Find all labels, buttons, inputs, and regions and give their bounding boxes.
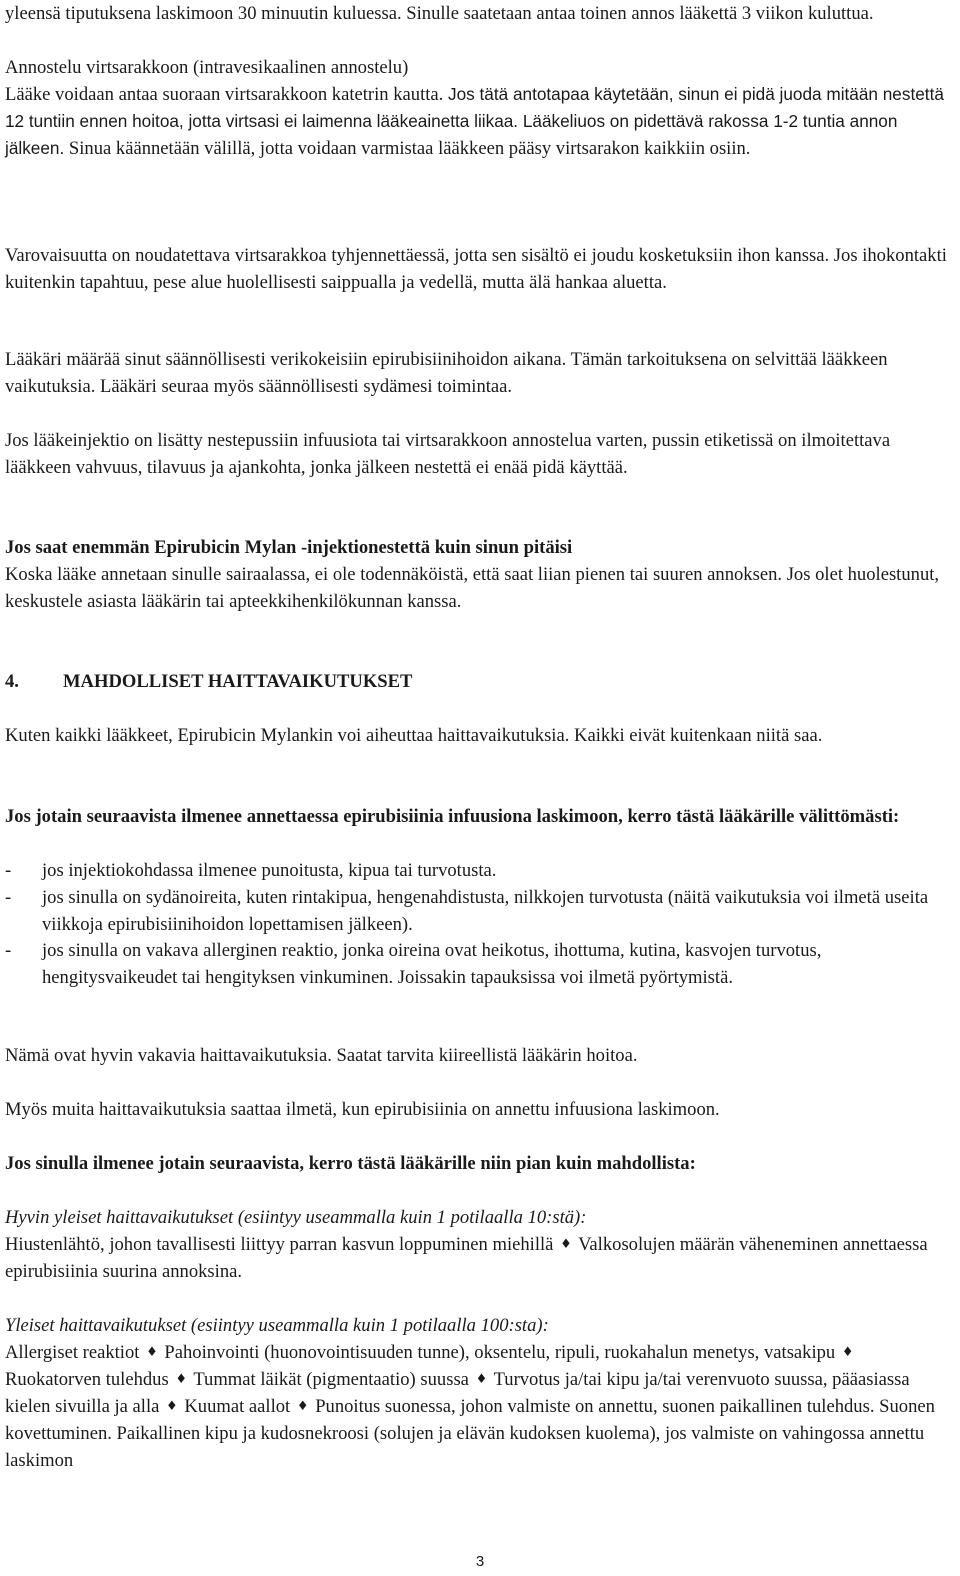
overdose-heading: Jos saat enemmän Epirubicin Mylan -injektionestettä kuin sinun pitäisi [5,537,573,558]
list-dash: - [5,940,12,961]
effect-item: Punoitus suonessa, johon valmiste on annettu, suonen paikallinen tulehdus. Suonen kovettuminen. Paikallinen kipu ja kudosnekroosi (solujen ja elävän kudoksen kuolema), jos valmiste on vahingossa annettu laskimon [5,1396,935,1471]
effect-item: Kuumat aallot [184,1396,291,1417]
diamond-bullet-icon: ♦ [175,1372,188,1387]
asap-heading: Jos sinulla ilmenee jotain seuraavista, kerro tästä lääkärille niin pian kuin mahdollista: [5,1153,696,1174]
diamond-bullet-icon: ♦ [560,1237,572,1252]
diamond-bullet-icon: ♦ [841,1345,854,1360]
diamond-bullet-icon: ♦ [146,1345,158,1360]
overdose-text: Koska lääke annetaan sinulle sairaalassa, ei ole todennäköistä, että saat liian pienen tai suuren annoksen. Jos olet huolestunut, keskustele asiasta lääkärin tai apteekkihenkilökunnan kanssa. [5,564,940,612]
effect-item: Allergiset reaktiot [5,1342,140,1363]
section-4-heading [5,668,953,695]
section-intro: Kuten kaikki lääkkeet, Epirubicin Mylankin voi aiheuttaa haittavaikutuksia. Kaikki eivät kuitenkaan niitä saa. [5,725,823,746]
intravesical-text: Lääke voidaan antaa suoraan virtsarakkoon katetrin kautta. Jos tätä antotapaa käytetään, sinun ei pidä juoda mitään nestettä 12 tuntiin ennen hoitoa, jotta virtsasi ei laimenna lääkeainetta liikaa. Lääkeliuos on pidettävä rakossa 1-2 tuntia annon jälkeen. Sinua käännetään välillä, jotta voidaan varmistaa lääkkeen pääsy virtsarakon kaikkiin osiin. [5,84,944,159]
common-section [5,1312,953,1474]
effect-item: Ruokatorven tulehdus [5,1369,169,1390]
very-common-section [5,1204,953,1285]
common-heading: Yleiset haittavaikutukset (esiintyy useammalla kuin 1 potilaalla 100:sta): [5,1315,549,1336]
very-common-heading: Hyvin yleiset haittavaikutukset (esiintyy useammalla kuin 1 potilaalla 10:stä): [5,1207,587,1228]
effect-item: Tummat läikät (pigmentaatio) suussa [193,1369,469,1390]
very-common-list [5,1231,953,1285]
paragraph-administration-iv: yleensä tiputuksena laskimoon 30 minuutin kuluessa. Sinulle saatetaan antaa toinen annos lääkettä 3 viikon kuluttua. [5,3,874,24]
intravesical-instructions: Jos tätä antotapaa käytetään, sinun ei pidä juoda mitään nestettä 12 tuntiin ennen hoitoa, jotta virtsasi ei laimenna lääkeainetta liikaa. Lääkeliuos on pidettävä rakossa 1-2 tuntia annon jälkeen. [5,84,944,158]
intravesical-rotation: Sinua käännetään välillä, jotta voidaan varmistaa lääkkeen pääsy virtsarakon kaikkiin osiin. [68,138,751,159]
paragraph-blood-tests: Lääkäri määrää sinut säännöllisesti verikokeisiin epirubisiinihoidon aikana. Tämän tarkoituksena on selvittää lääkkeen vaikutuksia. Lääkäri seuraa myös säännöllisesti sydämesi toimintaa. [5,349,888,397]
effect-item: Valkosolujen määrän väheneminen annettaessa epirubisiinia suurina annoksina. [5,1234,928,1282]
intravesical-subheading: Annostelu virtsarakkoon (intravesikaalinen annostelu) [5,57,409,78]
list-dash: - [5,860,12,881]
effect-item: Hiustenlähtö, johon tavallisesti liittyy parran kasvun loppuminen miehillä [5,1234,554,1255]
list-item: - jos sinulla on sydänoireita, kuten rintakipua, hengenahdistusta, nilkkojen turvotusta (näitä vaikutuksia voi ilmetä useita viikkoja epirubisiinihoidon lopettamisen jälkeen). [5,884,953,938]
paragraph-intravesical [5,54,953,162]
effect-item: Turvotus ja/tai kipu ja/tai verenvuoto suussa, pääasiassa kielen sivuilla ja alla [5,1369,910,1417]
overdose-section [5,534,953,615]
diamond-bullet-icon: ♦ [166,1399,178,1414]
other-effects-text: Myös muita haittavaikutuksia saattaa ilmetä, kun epirubisiinia on annettu infuusiona laskimoon. [5,1099,720,1120]
paragraph-bladder-caution: Varovaisuutta on noudatettava virtsarakkoa tyhjennettäessä, jotta sen sisältö ei joudu kosketuksiin ihon kanssa. Jos ihokontakti kuitenkin tapahtuu, pese alue huolellisesti saippualla ja vedellä, mutta älä hankaa aluetta. [5,245,947,293]
diamond-bullet-icon: ♦ [475,1372,488,1387]
page-number: 3 [475,1553,485,1570]
paragraph-infusion-label: Jos lääkeinjektio on lisätty nestepussiin infuusiota tai virtsarakkoon annostelua varten, pussin etiketissä on ilmoitettava lääkkeen vahvuus, tilavuus ja ajankohta, jonka jälkeen nestettä ei enää pidä käyttää. [5,430,891,478]
list-dash: - [5,887,12,908]
diamond-bullet-icon: ♦ [296,1399,309,1414]
effect-item: Pahoinvointi (huonovointisuuden tunne), oksentelu, ripuli, ruokahalun menetys, vatsakipu [164,1342,836,1363]
list-item: - jos injektiokohdassa ilmenee punoitusta, kipua tai turvotusta. [5,857,953,884]
list-item: - jos sinulla on vakava allerginen reaktio, jonka oireina ovat heikotus, ihottuma, kutina, kasvojen turvotus, hengitysvaikeudet tai hengityksen vinkuminen. Joissakin tapauksissa voi ilmetä pyörtymistä. [5,937,953,991]
common-list [5,1339,953,1474]
serious-effects-text: Nämä ovat hyvin vakavia haittavaikutuksia. Saatat tarvita kiireellistä lääkärin hoitoa. [5,1045,638,1066]
infusion-heading: Jos jotain seuraavista ilmenee annettaessa epirubisiinia infuusiona laskimoon, kerro tästä lääkärille välittömästi: [5,806,900,827]
section-number: 4. [5,671,19,692]
section-title: MAHDOLLISET HAITTAVAIKUTUKSET [63,671,413,692]
